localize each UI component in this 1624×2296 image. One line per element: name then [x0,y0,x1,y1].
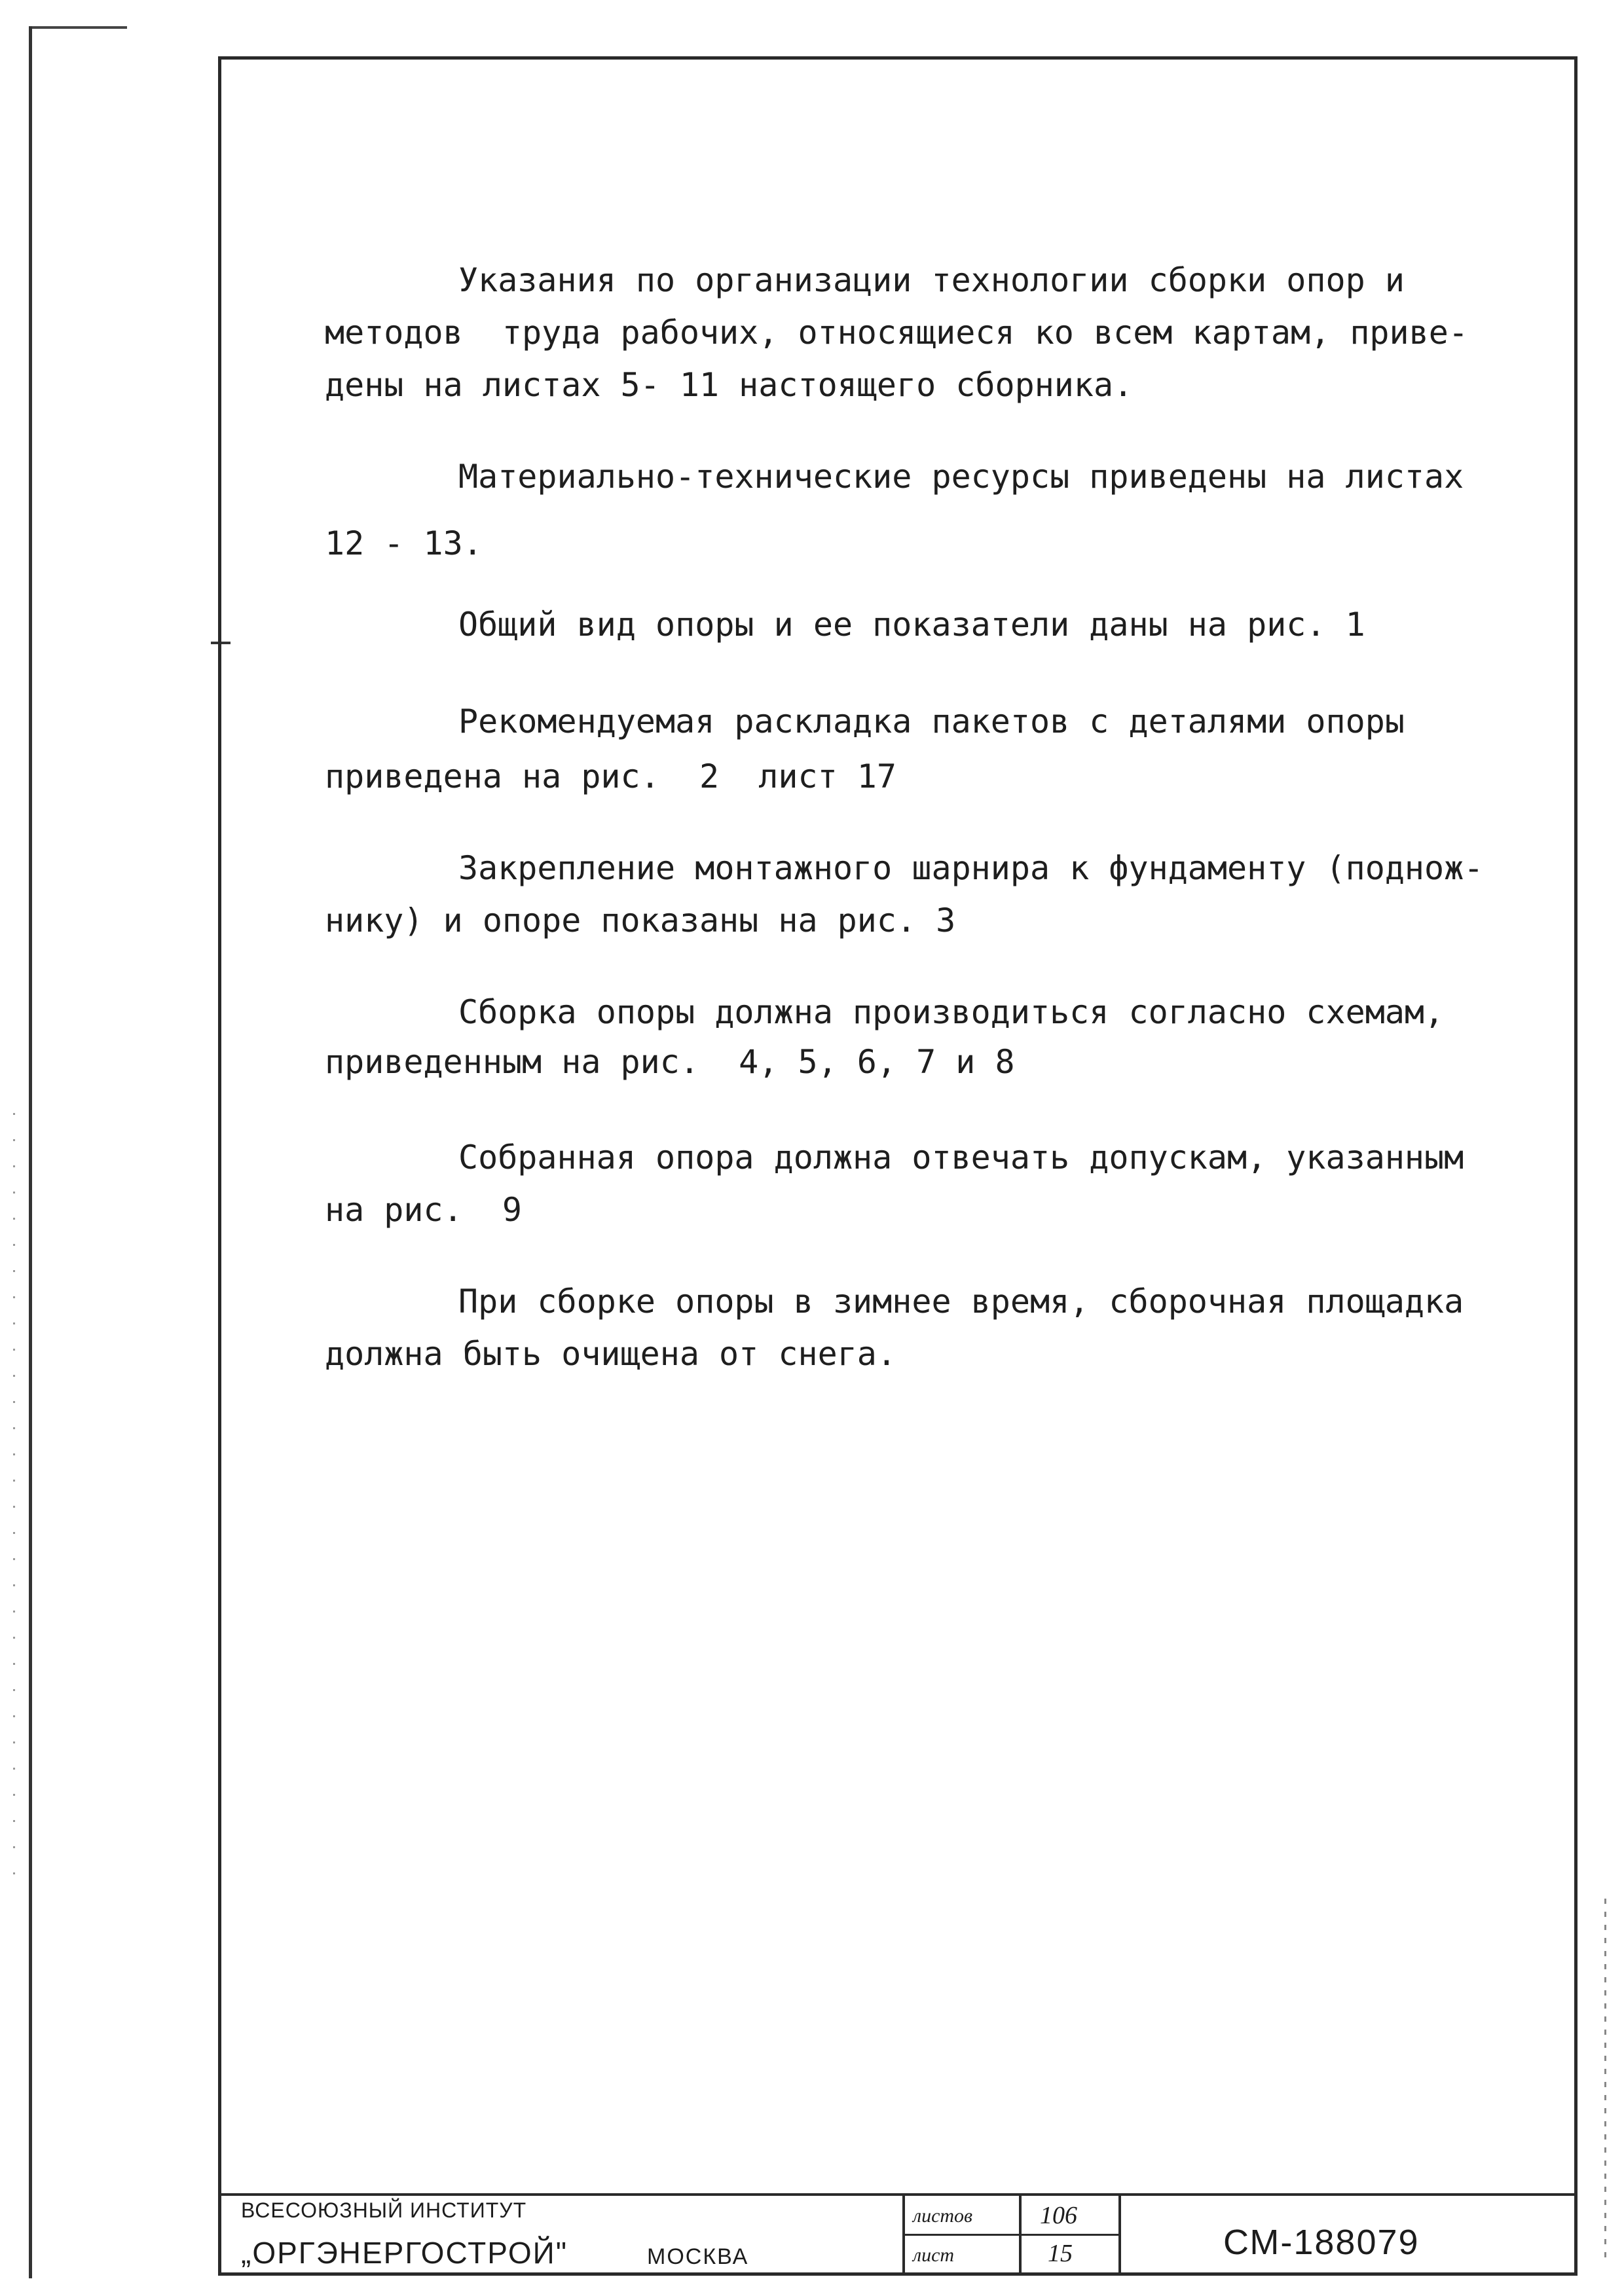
institute-name: „ОРГЭНЕРГОСТРОЙ" [241,2236,568,2270]
text-line: Общий вид опоры и ее показатели даны на рис. 1 [458,606,1365,644]
text-line: Рекомендуемая раскладка пакетов с деталями опоры [458,702,1405,740]
text-line: При сборке опоры в зимнее время, сборочная площадка [458,1283,1464,1321]
document-number: СМ-188079 [1223,2223,1420,2262]
text-line: Материально-технические ресурсы приведены на листах [458,458,1464,496]
text-line: на рис. 9 [325,1191,523,1229]
text-line: приведена на рис. 2 лист 17 [325,757,896,795]
sheet-label: лист [913,2244,955,2266]
sheet-number: 15 [1048,2240,1073,2267]
city-label: МОСКВА [647,2244,749,2269]
title-block [221,2193,1574,2273]
block-row-divider [902,2234,1121,2236]
institute-label: ВСЕСОЮЗНЫЙ ИНСТИТУТ [241,2198,527,2222]
text-line: должна быть очищена от снега. [325,1335,896,1373]
text-line: нику) и опоре показаны на рис. 3 [325,902,956,939]
sheets-count: 106 [1040,2202,1077,2229]
text-line: Закрепление монтажного шарнира к фундаменту (поднож- [458,849,1484,887]
text-line: Собранная опора должна отвечать допускам, указанным [458,1139,1464,1176]
margin-dots [13,1113,15,1899]
text-line: дены на листах 5- 11 настоящего сборника. [325,366,1134,404]
text-line: 12 - 13. [325,524,483,562]
text-line: Указания по организации технологии сборки опор и [458,261,1405,299]
binding-edge-line [29,26,32,2278]
sheets-label: листов [913,2205,973,2227]
margin-dots-right [1604,1899,1606,2265]
text-line: приведенным на рис. 4, 5, 6, 7 и 8 [325,1043,1015,1081]
text-line: методов труда рабочих, относящиеся ко всем картам, приве- [325,314,1468,352]
corner-mark [29,26,127,29]
text-line: Сборка опоры должна производиться согласно схемам, [458,993,1445,1031]
